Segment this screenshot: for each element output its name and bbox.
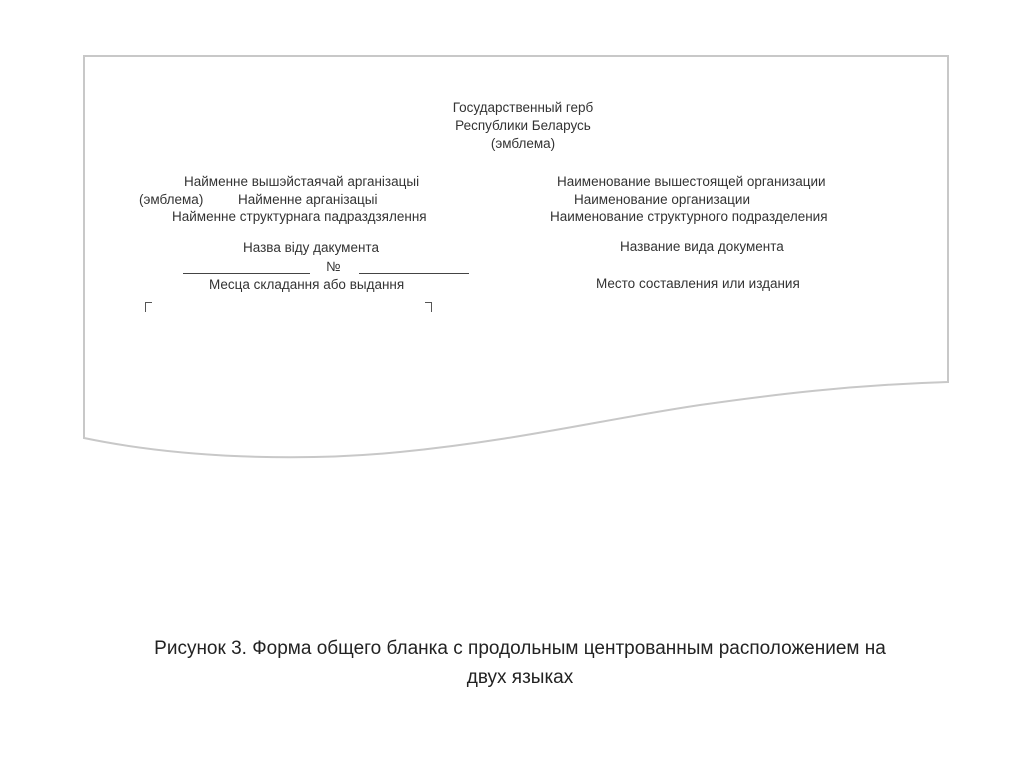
by-organization-name: Найменне арганізацыі <box>238 192 378 207</box>
coat-of-arms-emblem: (эмблема) <box>490 136 556 151</box>
by-higher-organization: Найменне вышэйстаячай арганізацыі <box>184 174 420 189</box>
by-structural-unit: Найменне структурнага падраздзялення <box>172 209 427 224</box>
by-place-of-issue: Месца складання або выдання <box>209 277 405 292</box>
right-corner-mark <box>425 302 432 312</box>
number-blank-line <box>359 273 469 274</box>
ru-document-type: Название вида документа <box>620 239 784 254</box>
ru-organization-name: Наименование организации <box>574 192 750 207</box>
figure-caption <box>60 634 980 692</box>
by-emblem-label: (эмблема) <box>139 192 204 207</box>
by-document-type: Назва віду дакумента <box>243 240 379 255</box>
left-corner-mark <box>145 302 152 312</box>
ru-higher-organization: Наименование вышестоящей организации <box>557 174 826 189</box>
ru-place-of-issue: Место составления или издания <box>596 276 800 291</box>
date-blank-line <box>183 273 310 274</box>
number-sign: № <box>326 259 341 274</box>
ru-structural-unit: Наименование структурного подразделения <box>550 209 828 224</box>
coat-of-arms-line-1: Государственный герб <box>452 100 594 115</box>
caption-line-2: двух языках <box>466 667 574 688</box>
coat-of-arms-line-2: Республики Беларусь <box>455 118 591 133</box>
caption-line-1: Рисунок 3. Форма общего бланка с продольным центрованным расположением на <box>154 638 886 659</box>
